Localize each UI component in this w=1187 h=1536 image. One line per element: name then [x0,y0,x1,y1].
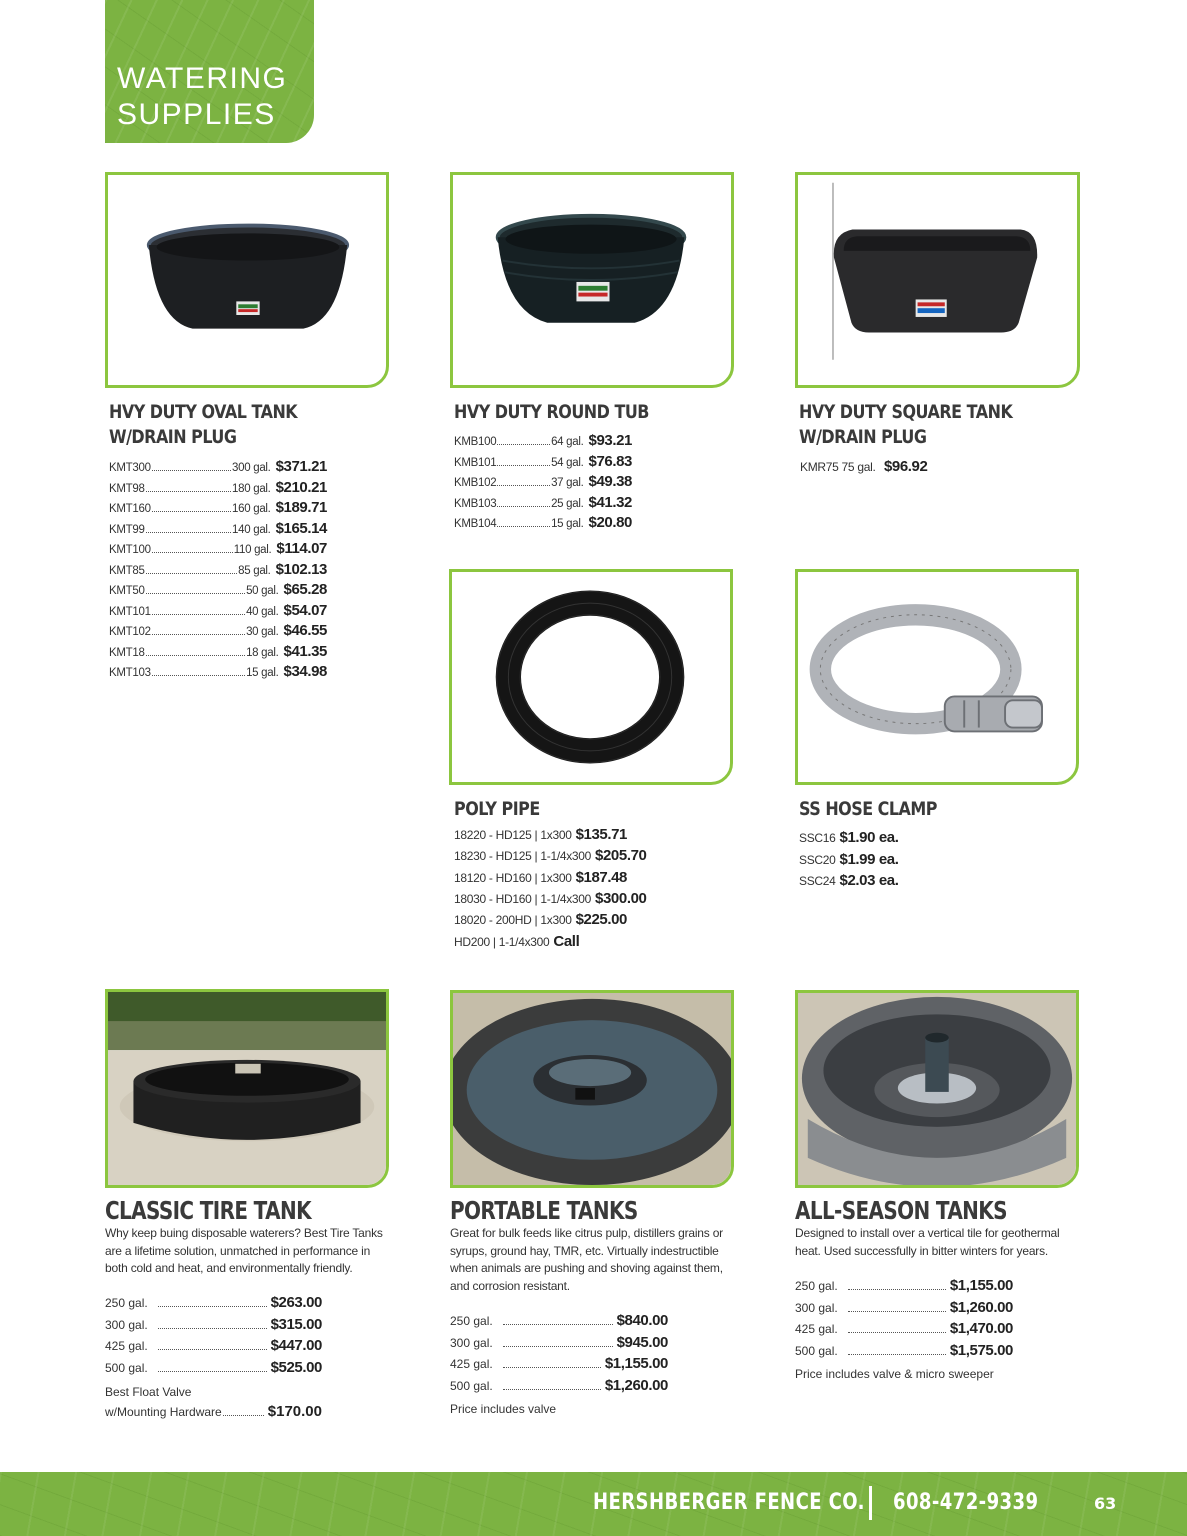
oval-tank-item-size: 140 gal. [232,523,271,536]
all-season-tank-item-row [795,1299,1013,1321]
all-season-tank-item-row [795,1342,1013,1364]
classic-tire-title: CLASSIC TIRE TANK [105,1196,311,1225]
oval-tank-item-dots [152,470,231,471]
oval-tank-item-size: 15 gal. [246,667,279,679]
portable-tank-item-row [450,1334,668,1356]
oval-tank-item-code: KMT101 [109,605,151,618]
poly-pipe-item-price: $225.00 [575,911,627,929]
oval-tank-price-list [109,458,327,684]
oval-tank-item-dots [152,511,231,512]
footer-phone: 608-472-9339 [893,1490,1039,1515]
round-tub-title: HVY DUTY ROUND TUB [454,401,649,423]
portable-tank-item-size: 300 gal. [450,1335,493,1350]
classic-tire-item-price: $447.00 [270,1337,322,1354]
oval-tank-item-code: KMT300 [109,462,151,474]
hose-clamp-item-row [799,872,899,890]
hose-clamp-item-price: $1.90 ea. [839,829,899,846]
portable-tank-item-size: 500 gal. [450,1378,493,1393]
all-season-tank-item-row [795,1277,1013,1299]
oval-tank-item-size: 85 gal. [238,564,271,577]
oval-tank-item-price: $114.07 [276,540,327,557]
oval-tank-item-row [109,622,327,643]
classic-tire-description: Why keep buing disposable waterers? Best Tire Tanks are a lifetime solution, unmatched in performance in both cold and heat, and environmentally friendly. [105,1226,383,1275]
classic-tire-item-price: $315.00 [270,1315,322,1333]
hose-clamp-title: SS HOSE CLAMP [799,798,937,820]
round-tub-item-price: $76.83 [588,452,632,470]
portable-tank-item-row [450,1377,668,1399]
all-season-tank-item-price: $1,575.00 [949,1341,1013,1359]
oval-tank-item-size: 180 gal. [232,482,271,495]
portable-tank-item-row [450,1312,668,1334]
oval-tank-item-size: 300 gal. [232,462,271,474]
all-season-tank-title: ALL-SEASON TANKS [795,1196,1007,1225]
poly-pipe-title: POLY PIPE [454,798,540,820]
oval-tank-item-row [109,540,327,561]
oval-tank-title: HVY DUTY OVAL TANK W/DRAIN PLUG [109,401,298,448]
classic-tire-item-size: 425 gal. [105,1339,148,1353]
classic-tire-item-dots [158,1306,267,1307]
round-tub-item-row [454,473,632,494]
float-valve-label-line1: Best Float Valve [105,1385,192,1399]
poly-pipe-item-code: 18020 - 200HD | 1x300 [454,913,572,928]
poly-pipe-item-price: $187.48 [575,868,627,886]
classic-tire-item-price: $525.00 [270,1358,322,1376]
all-season-tank-note: Price includes valve & micro sweeper [795,1367,994,1381]
float-valve-price-line [105,1403,322,1420]
round-tub-item-size: 25 gal. [551,497,584,510]
oval-tank-item-dots [146,491,231,492]
classic-tire-item-size: 250 gal. [105,1296,148,1310]
portable-tank-title: PORTABLE TANKS [450,1196,638,1225]
classic-tire-item-dots [158,1328,267,1329]
all-season-tank-item-dots [848,1354,946,1355]
oval-tank-item-price: $210.21 [275,478,327,496]
poly-pipe-item-row [454,869,627,887]
round-tub-item-dots [497,485,550,486]
poly-pipe-item-code: 18230 - HD125 | 1-1/4x300 [454,849,592,864]
poly-pipe-item-row [454,911,627,929]
classic-tire-item-dots [158,1349,267,1350]
all-season-tank-item-row [795,1320,1013,1342]
round-tub-image [450,172,734,388]
round-tub-item-price: $49.38 [588,473,632,490]
oval-tank-item-code: KMT100 [109,544,151,556]
portable-tank-item-dots [503,1367,601,1368]
round-tub-item-size: 15 gal. [551,518,584,530]
oval-tank-item-code: KMT160 [109,503,151,515]
oval-tank-item-code: KMT103 [109,667,151,679]
oval-tank-item-dots [152,675,245,676]
all-season-tank-item-size: 500 gal. [795,1343,838,1358]
square-tank-price-line [800,458,927,476]
all-season-tank-description: Designed to install over a vertical tile for geothermal heat. Used successfully in bitter winters for years. [795,1226,1060,1258]
round-tub-item-row [454,453,632,474]
oval-tank-item-price: $54.07 [283,601,327,619]
float-valve-dots [223,1415,264,1416]
portable-tank-image [450,990,734,1188]
oval-tank-item-price: $189.71 [275,499,327,516]
round-tub-item-code: KMB102 [454,477,497,489]
portable-tank-item-dots [503,1346,613,1347]
poly-pipe-item-code: HD200 | 1-1/4x300 [454,934,550,949]
square-tank-price: $96.92 [883,458,928,475]
oval-tank-item-size: 160 gal. [232,503,271,515]
classic-tire-image [105,989,389,1188]
oval-tank-item-size: 18 gal. [246,646,279,659]
round-tub-item-size: 37 gal. [551,477,584,489]
portable-tank-item-price: $1,260.00 [604,1376,668,1394]
round-tub-item-dots [497,465,550,466]
oval-tank-item-code: KMT85 [109,564,145,577]
classic-tire-item-price: $263.00 [270,1294,322,1311]
poly-pipe-item-price: $300.00 [595,889,647,907]
round-tub-item-code: KMB100 [454,436,497,448]
section-tab [105,0,314,143]
round-tub-price-list [454,432,632,535]
oval-tank-item-dots [146,573,238,574]
portable-tank-note: Price includes valve [450,1402,557,1416]
poly-pipe-item-code: 18120 - HD160 | 1x300 [454,870,572,885]
oval-tank-item-price: $102.13 [275,560,327,578]
oval-tank-item-row [109,479,327,500]
round-tub-item-row [454,514,632,535]
all-season-tank-item-size: 425 gal. [795,1322,838,1336]
oval-tank-item-price: $165.14 [275,519,327,537]
portable-tank-price-list [450,1312,668,1398]
all-season-tank-item-dots [848,1311,946,1312]
portable-tank-item-size: 425 gal. [450,1357,493,1371]
round-tub-item-price: $41.32 [588,493,632,511]
classic-tire-price-list [105,1294,322,1380]
classic-tire-item-row [105,1294,322,1316]
oval-tank-item-code: KMT18 [109,646,145,659]
oval-tank-item-price: $41.35 [283,642,327,660]
all-season-tank-item-price: $1,260.00 [949,1298,1013,1316]
oval-tank-item-size: 50 gal. [246,585,279,597]
classic-tire-item-size: 500 gal. [105,1360,148,1375]
round-tub-item-code: KMB101 [454,456,497,469]
poly-pipe-item-code: 18220 - HD125 | 1x300 [454,828,572,842]
oval-tank-item-row [109,499,327,520]
classic-tire-item-size: 300 gal. [105,1317,148,1332]
all-season-tank-item-price: $1,155.00 [949,1277,1013,1294]
round-tub-item-dots [497,444,550,445]
portable-tank-item-dots [503,1389,601,1390]
all-season-tank-item-dots [848,1332,946,1333]
all-season-tank-price-list [795,1277,1013,1363]
oval-tank-item-dots [146,532,231,533]
poly-pipe-item-row [454,890,646,908]
round-tub-item-dots [497,526,550,527]
float-valve-price: $170.00 [267,1403,322,1420]
classic-tire-item-row [105,1337,322,1359]
round-tub-item-price: $93.21 [588,432,632,449]
oval-tank-item-row [109,581,327,602]
hose-clamp-item-row [799,829,899,847]
oval-tank-item-price: $46.55 [283,622,327,639]
round-tub-item-row [454,494,632,515]
portable-tank-item-price: $945.00 [616,1333,668,1351]
classic-tire-item-row [105,1316,322,1338]
all-season-tank-item-size: 250 gal. [795,1279,838,1293]
section-title-line2: SUPPLIES [117,98,276,131]
hose-clamp-item-code: SSC24 [799,874,836,888]
hose-clamp-item-code: SSC16 [799,831,836,845]
float-valve-label-line2: w/Mounting Hardware [105,1405,222,1419]
page-footer [0,1472,1187,1536]
footer-company-name: HERSHBERGER FENCE CO. [593,1490,865,1515]
oval-tank-item-price: $65.28 [283,581,327,598]
oval-tank-item-row [109,520,327,541]
poly-pipe-image [449,569,733,785]
poly-pipe-item-price: $135.71 [575,826,627,843]
oval-tank-item-dots [152,614,245,615]
oval-tank-item-row [109,643,327,664]
oval-tank-item-row [109,602,327,623]
square-tank-code: KMR75 75 gal. [800,460,876,474]
oval-tank-item-row [109,458,327,479]
round-tub-item-code: KMB104 [454,518,497,530]
page-number: 63 [1094,1494,1117,1513]
round-tub-item-code: KMB103 [454,497,497,510]
poly-pipe-item-price: $205.70 [595,847,647,865]
portable-tank-item-row [450,1355,668,1377]
oval-tank-item-size: 110 gal. [233,544,272,556]
hose-clamp-item-code: SSC20 [799,852,836,867]
classic-tire-item-row [105,1359,322,1381]
oval-tank-item-dots [152,634,245,635]
section-title-line1: WATERING [117,62,288,95]
oval-tank-item-code: KMT98 [109,482,145,495]
square-tank-title: HVY DUTY SQUARE TANK W/DRAIN PLUG [799,401,1013,448]
oval-tank-image [105,172,389,388]
oval-tank-item-code: KMT102 [109,626,151,638]
oval-tank-item-code: KMT99 [109,523,145,536]
oval-tank-item-dots [146,593,246,594]
square-tank-image [795,172,1080,388]
poly-pipe-item-row [454,826,627,844]
hose-clamp-image [795,569,1079,785]
round-tub-item-size: 54 gal. [551,456,584,469]
all-season-tank-item-size: 300 gal. [795,1300,838,1315]
oval-tank-item-dots [146,655,246,656]
hose-clamp-item-price: $1.99 ea. [839,850,899,868]
portable-tank-item-price: $1,155.00 [604,1355,668,1372]
poly-pipe-item-price: Call [553,932,580,950]
poly-pipe-item-row [454,847,646,865]
oval-tank-item-size: 30 gal. [246,626,279,638]
classic-tire-item-dots [158,1371,267,1372]
hose-clamp-item-price: $2.03 ea. [839,872,899,889]
oval-tank-item-dots [152,552,233,553]
round-tub-item-size: 64 gal. [551,436,584,448]
poly-pipe-item-code: 18030 - HD160 | 1-1/4x300 [454,891,592,906]
portable-tank-item-dots [503,1324,613,1325]
round-tub-item-price: $20.80 [588,514,632,531]
round-tub-item-dots [497,506,550,507]
hose-clamp-item-row [799,851,899,869]
footer-separator [869,1486,872,1520]
all-season-tank-item-price: $1,470.00 [949,1320,1013,1337]
oval-tank-item-size: 40 gal. [246,605,279,618]
portable-tank-description: Great for bulk feeds like citrus pulp, distillers grains or syrups, ground hay, TMR, etc. Virtually indestructible when animals are pushing and shoving against them, and corrosion resistant. [450,1226,723,1293]
oval-tank-item-code: KMT50 [109,585,145,597]
oval-tank-item-row [109,561,327,582]
oval-tank-item-price: $371.21 [275,458,327,475]
round-tub-item-row [454,432,632,453]
poly-pipe-item-row [454,933,579,951]
all-season-tank-image [795,990,1079,1188]
portable-tank-item-price: $840.00 [616,1312,668,1329]
oval-tank-item-row [109,663,327,684]
oval-tank-item-price: $34.98 [283,663,327,680]
all-season-tank-item-dots [848,1289,946,1290]
portable-tank-item-size: 250 gal. [450,1314,493,1328]
